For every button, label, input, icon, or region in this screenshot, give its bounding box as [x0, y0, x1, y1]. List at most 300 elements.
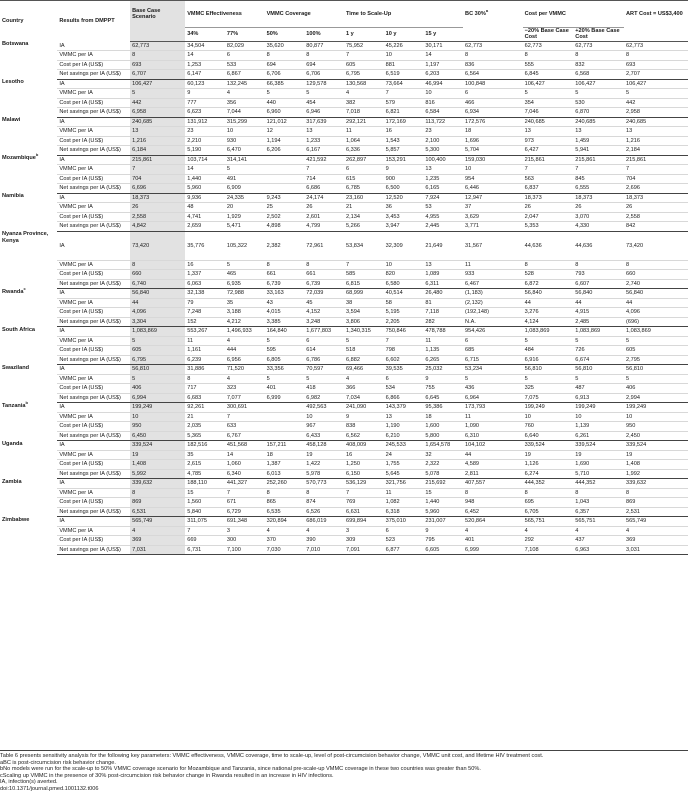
table-cell: 2,795 — [624, 355, 688, 365]
header-sub: 1 y — [344, 28, 384, 42]
table-cell: 5,800 — [423, 431, 463, 441]
table-cell: 401 — [265, 384, 305, 394]
table-cell: 13 — [423, 260, 463, 270]
table-cell: 6,013 — [265, 469, 305, 479]
table-cell: 172,576 — [465, 118, 486, 125]
table-cell: 339,524 — [130, 441, 185, 451]
table-cell: 5 — [463, 374, 523, 384]
table-cell: 1,755 — [384, 460, 424, 470]
row-label: Cost per IA (US$) — [57, 98, 130, 108]
table-cell: 9,243 — [266, 194, 281, 201]
header-sub: 15 y — [423, 28, 463, 42]
table-cell: 694 — [304, 60, 344, 70]
table-cell: 6,686 — [304, 184, 344, 194]
table-cell: 693 — [130, 60, 185, 70]
table-cell: 7 — [344, 260, 384, 270]
table-cell: 1,929 — [225, 212, 265, 222]
table-cell: 21 — [344, 203, 384, 213]
table-cell: 26 — [130, 203, 185, 213]
table-cell: 440 — [265, 98, 305, 108]
table-cell: 14 — [185, 51, 225, 61]
table-cell: 7,031 — [130, 545, 185, 555]
table-cell: 60,123 — [187, 80, 205, 87]
table-cell: 1,126 — [523, 460, 574, 470]
table-cell: 6,580 — [384, 279, 424, 289]
table-cell: 44,636 — [524, 242, 542, 249]
country-name: Nyanza Province, Kenya — [2, 231, 49, 244]
table-cell: 32,309 — [385, 242, 403, 249]
table-cell: 5,992 — [130, 469, 185, 479]
table-cell: 25 — [265, 203, 305, 213]
table-cell: 6,872 — [523, 279, 574, 289]
table-cell: 6,357 — [573, 507, 624, 517]
table-cell: 2,615 — [185, 460, 225, 470]
table-cell: 5 — [130, 89, 185, 99]
table-cell: 465 — [225, 270, 265, 280]
row-label: VMMC per IA — [57, 336, 130, 346]
table-cell: 339,632 — [625, 480, 647, 487]
table-row — [0, 212, 688, 222]
table-cell: 3 — [344, 526, 384, 536]
row-label: Cost per IA (US$) — [57, 60, 130, 70]
table-cell: 1,083,869 — [130, 327, 185, 337]
table-cell: 1,139 — [573, 422, 624, 432]
row-label: Net savings per IA (US$) — [57, 431, 130, 441]
country-name: Rwanda$^c$ — [2, 285, 26, 295]
table-cell: 536,129 — [345, 480, 367, 487]
table-cell: 401 — [463, 536, 523, 546]
table-cell: 6,696 — [130, 184, 185, 194]
table-cell — [265, 412, 305, 422]
table-cell: 5 — [225, 165, 265, 175]
table-cell: 44 — [130, 298, 185, 308]
table-cell: 68,999 — [345, 290, 364, 297]
table-cell: 869 — [624, 498, 688, 508]
table-cell: 437 — [573, 536, 624, 546]
table-cell: 1,089 — [423, 270, 463, 280]
table-cell — [265, 403, 305, 413]
row-label: VMMC per IA — [57, 450, 130, 460]
table-cell: 8 — [265, 260, 305, 270]
table-cell: 8 — [304, 488, 344, 498]
header-sub: 50% — [265, 28, 305, 42]
table-cell: 56,810 — [524, 366, 542, 373]
table-cell: 6,063 — [185, 279, 225, 289]
table-cell: 900 — [384, 174, 424, 184]
table-cell: 444,352 — [575, 480, 596, 487]
table-cell: 7 — [573, 165, 624, 175]
table-cell: 671 — [225, 498, 265, 508]
table-cell: 40,514 — [385, 290, 403, 297]
table-cell: 8 — [130, 260, 185, 270]
table-cell: 4,096 — [130, 308, 185, 318]
table-cell: 1,216 — [130, 136, 185, 146]
table-cell: 21,649 — [425, 242, 443, 249]
table-cell: 132,245 — [226, 80, 248, 87]
table-cell: 6,555 — [573, 184, 624, 194]
table-cell: 8 — [624, 260, 688, 270]
table-row — [0, 146, 688, 156]
table-cell: 72,988 — [226, 290, 244, 297]
table-cell: 7,034 — [344, 393, 384, 403]
table-cell: 35,776 — [187, 242, 205, 249]
table-cell: 760 — [523, 422, 574, 432]
table-cell: 32 — [423, 450, 463, 460]
table-cell: 300,691 — [226, 404, 248, 411]
table-cell: 869 — [130, 498, 185, 508]
table-cell: 3,248 — [304, 317, 344, 327]
table-cell: 56,810 — [625, 366, 644, 373]
table-cell: 3,304 — [130, 317, 185, 327]
table-cell: 10 — [523, 412, 574, 422]
table-cell: 6,821 — [384, 108, 424, 118]
table-cell: 9,936 — [187, 194, 202, 201]
table-cell: 53,234 — [465, 366, 483, 373]
table-cell: 10 — [624, 412, 688, 422]
table-cell: 33,356 — [266, 366, 284, 373]
table-row — [0, 422, 688, 432]
table-cell: 865 — [265, 498, 305, 508]
table-cell: 6,568 — [573, 70, 624, 80]
table-cell: 6,705 — [523, 507, 574, 517]
table-row — [0, 308, 688, 318]
table-cell: 492,563 — [306, 404, 327, 411]
row-label: Cost per IA (US$) — [57, 422, 130, 432]
table-cell: 5 — [304, 89, 344, 99]
table-cell: 37 — [463, 203, 523, 213]
table-cell: 231,007 — [425, 518, 446, 525]
table-cell: 182,516 — [187, 442, 208, 449]
table-cell: 5 — [523, 374, 574, 384]
table-cell: 6,427 — [523, 146, 574, 156]
table-cell: 39,535 — [385, 366, 403, 373]
table-cell: 8 — [523, 488, 574, 498]
table-cell: 199,249 — [575, 404, 596, 411]
table-cell — [265, 184, 305, 194]
row-label: Net savings per IA (US$) — [57, 184, 130, 194]
table-cell: 7 — [225, 412, 265, 422]
table-cell: 62,773 — [130, 41, 185, 51]
table-cell: 10 — [384, 51, 424, 61]
table-cell: 4,212 — [225, 317, 265, 327]
table-cell: 458,128 — [306, 442, 327, 449]
table-cell: 92,261 — [187, 404, 205, 411]
table-cell: 7,044 — [225, 108, 265, 118]
table-cell: 1,043 — [573, 498, 624, 508]
table-cell: 315,299 — [226, 118, 248, 125]
table-cell: 2,322 — [423, 460, 463, 470]
table-cell: 6,707 — [130, 70, 185, 80]
table-cell: 6,261 — [573, 431, 624, 441]
table-cell: 454 — [304, 98, 344, 108]
row-label: IA — [59, 42, 65, 49]
table-cell: 4 — [573, 526, 624, 536]
table-cell: 4,785 — [185, 469, 225, 479]
table-cell: 2,450 — [624, 431, 688, 441]
table-cell: 6,150 — [344, 469, 384, 479]
table-cell: 2,958 — [624, 108, 688, 118]
table-cell: 2,445 — [423, 222, 463, 232]
table-cell: 7,046 — [523, 108, 574, 118]
table-cell: 56,840 — [625, 290, 644, 297]
table-cell: 4,842 — [130, 222, 185, 232]
row-label: Cost per IA (US$) — [57, 136, 130, 146]
table-cell: 375,010 — [385, 518, 406, 525]
table-cell: 369 — [624, 536, 688, 546]
table-cell: 2,994 — [624, 393, 688, 403]
table-cell: 7,077 — [225, 393, 265, 403]
table-cell: 693 — [624, 60, 688, 70]
table-cell: (192,148) — [463, 308, 523, 318]
table-cell: 1,090 — [463, 422, 523, 432]
table-cell: 240,685 — [524, 118, 545, 125]
table-cell: 7,010 — [304, 545, 344, 555]
table-row — [0, 336, 688, 346]
table-cell: 13 — [384, 412, 424, 422]
table-cell: 408,009 — [345, 442, 367, 449]
table-row — [0, 355, 688, 365]
table-cell: 11 — [344, 127, 384, 137]
row-label: Cost per IA (US$) — [57, 384, 130, 394]
table-cell: 6,916 — [523, 355, 574, 365]
table-cell: 3,385 — [265, 317, 305, 327]
table-cell: 6,866 — [384, 393, 424, 403]
table-cell: 661 — [265, 270, 305, 280]
table-cell: 56,840 — [575, 290, 593, 297]
table-cell: 3,806 — [344, 317, 384, 327]
table-cell: 523 — [384, 536, 424, 546]
country-name: Zambia — [2, 478, 22, 485]
table-cell: 339,524 — [625, 442, 647, 449]
row-label: IA — [59, 328, 65, 335]
table-cell: 8 — [304, 260, 344, 270]
table-cell: 19 — [624, 450, 688, 460]
table-cell: 6,584 — [423, 108, 463, 118]
table-cell: 16 — [384, 127, 424, 137]
table-cell: 143,379 — [385, 404, 406, 411]
table-cell: 53,834 — [345, 242, 364, 249]
table-cell: 24 — [384, 450, 424, 460]
table-cell: 9 — [344, 412, 384, 422]
table-cell: 18,373 — [575, 194, 593, 201]
table-cell: 1,190 — [384, 422, 424, 432]
table-cell: 356 — [225, 98, 265, 108]
table-cell: 25,032 — [425, 366, 443, 373]
row-label: IA — [59, 404, 65, 411]
table-cell: 4,915 — [573, 308, 624, 318]
table-cell: 2,696 — [624, 184, 688, 194]
table-row — [0, 79, 688, 89]
table-cell: 555 — [523, 60, 574, 70]
table-cell: 6,785 — [344, 184, 384, 194]
table-cell: 520,864 — [465, 518, 486, 525]
table-cell: 793 — [573, 270, 624, 280]
row-label: Cost per IA (US$) — [57, 212, 130, 222]
table-cell: 5 — [265, 89, 305, 99]
table-cell — [265, 174, 305, 184]
table-cell: 309 — [344, 536, 384, 546]
table-row — [0, 460, 688, 470]
table-cell: 6,526 — [304, 507, 344, 517]
table-cell: 1,677,803 — [306, 328, 332, 335]
table-cell: 13 — [573, 127, 624, 137]
table-cell: 71,520 — [226, 366, 244, 373]
table-cell: 73,664 — [385, 80, 403, 87]
table-cell: 1,083,869 — [524, 328, 550, 335]
country-name: Tanzania$^b$ — [2, 399, 28, 409]
table-cell: 325 — [523, 384, 574, 394]
table-cell: 6,519 — [384, 70, 424, 80]
table-cell: 56,810 — [130, 365, 185, 375]
table-cell: 3,070 — [573, 212, 624, 222]
table-cell: 1,340,315 — [345, 328, 371, 335]
table-cell: 8 — [304, 51, 344, 61]
row-label: Net savings per IA (US$) — [57, 317, 130, 327]
table-cell: 4 — [304, 526, 344, 536]
table-cell: 3,594 — [344, 308, 384, 318]
table-cell: 58 — [384, 298, 424, 308]
table-cell: 370 — [265, 536, 305, 546]
table-cell: 6,909 — [225, 184, 265, 194]
table-cell: 23 — [423, 127, 463, 137]
table-cell: 704 — [624, 174, 688, 184]
table-cell: 1,422 — [304, 460, 344, 470]
table-cell: 695 — [523, 498, 574, 508]
table-cell: 19 — [573, 450, 624, 460]
table-cell: 30,171 — [425, 42, 443, 49]
table-cell: 5,353 — [523, 222, 574, 232]
table-cell: 7,091 — [344, 545, 384, 555]
table-cell: 406 — [624, 384, 688, 394]
table-cell: 11 — [423, 336, 463, 346]
row-label: Net savings per IA (US$) — [57, 393, 130, 403]
table-cell: 2,184 — [624, 146, 688, 156]
table-cell: 23,160 — [345, 194, 364, 201]
table-cell: 5,710 — [573, 469, 624, 479]
table-cell: 4 — [463, 526, 523, 536]
table-cell: 5,471 — [225, 222, 265, 232]
table-cell: 5,978 — [304, 469, 344, 479]
table-cell: 816 — [423, 98, 463, 108]
table-cell: 704 — [130, 174, 185, 184]
table-cell: 7 — [384, 89, 424, 99]
table-cell: 717 — [185, 384, 225, 394]
table-cell: 4,152 — [304, 308, 344, 318]
table-cell: 7,118 — [423, 308, 463, 318]
table-cell: 8 — [573, 488, 624, 498]
row-label: IA — [59, 156, 65, 163]
table-cell: 5 — [523, 89, 574, 99]
table-cell: 262,897 — [345, 156, 367, 163]
table-cell: 3,188 — [225, 308, 265, 318]
table-cell: 131,912 — [187, 118, 208, 125]
table-cell: 215,861 — [524, 156, 545, 163]
table-row — [0, 545, 688, 555]
header-base-sub — [130, 28, 185, 42]
table-cell: 442 — [130, 98, 185, 108]
table-cell: 16 — [185, 260, 225, 270]
row-label: IA — [59, 442, 65, 449]
header-sub: 10 y — [384, 28, 424, 42]
table-cell: 451,568 — [226, 442, 248, 449]
table-cell: 714 — [304, 174, 344, 184]
table-cell: 1,135 — [423, 346, 463, 356]
table-cell: 1,253 — [185, 60, 225, 70]
table-cell: 5 — [225, 260, 265, 270]
table-cell: 245,533 — [385, 442, 406, 449]
table-cell: 14 — [185, 165, 225, 175]
table-cell: 3,629 — [463, 212, 523, 222]
table-row — [0, 536, 688, 546]
table-row — [0, 279, 688, 289]
table-cell: 7 — [130, 165, 185, 175]
table-cell: 14 — [423, 51, 463, 61]
table-cell: 13 — [523, 127, 574, 137]
table-cell: 5,941 — [573, 146, 624, 156]
table-cell: 777 — [185, 98, 225, 108]
table-cell: 579 — [384, 98, 424, 108]
table-cell: 1,060 — [225, 460, 265, 470]
table-cell: 8 — [265, 488, 305, 498]
table-cell: 1,197 — [423, 60, 463, 70]
table-cell: 6,645 — [423, 393, 463, 403]
table-cell: 215,692 — [425, 480, 446, 487]
table-cell: 36 — [384, 203, 424, 213]
table-cell: 81 — [423, 298, 463, 308]
country-name: Malawi — [2, 117, 21, 124]
header-sub: 34% — [185, 28, 225, 42]
table-cell: 56,840 — [524, 290, 542, 297]
table-cell: 7,100 — [225, 545, 265, 555]
table-cell: 2,601 — [304, 212, 344, 222]
country-name: Botswana — [2, 41, 29, 48]
table-row — [0, 60, 688, 70]
table-cell: 5,365 — [185, 431, 225, 441]
table-cell: 530 — [573, 98, 624, 108]
table-cell: 10 — [423, 89, 463, 99]
table-cell: 11 — [463, 412, 523, 422]
table-cell: 317,639 — [306, 118, 327, 125]
table-cell: 6 — [384, 526, 424, 536]
table-row — [0, 479, 688, 489]
header-time: Time to Scale-Up — [344, 1, 463, 28]
table-cell: 6,946 — [304, 108, 344, 118]
table-cell: 660 — [130, 270, 185, 280]
header-sub: 100% — [304, 28, 344, 42]
header-sub: −20% Base Case Cost — [523, 28, 574, 42]
table-row — [0, 441, 688, 451]
table-cell: 95,386 — [425, 404, 443, 411]
table-cell: 6,165 — [423, 184, 463, 194]
table-cell: 3 — [225, 526, 265, 536]
table-row — [0, 165, 688, 175]
table-cell: 1,696 — [463, 136, 523, 146]
row-label: Net savings per IA (US$) — [57, 279, 130, 289]
table-cell: 32,138 — [187, 290, 205, 297]
table-cell: 6 — [304, 336, 344, 346]
table-cell: 106,427 — [625, 80, 647, 87]
row-label: IA — [59, 194, 65, 201]
header-sub: +20% Base Case Cost — [573, 28, 624, 42]
row-label: Net savings per IA (US$) — [57, 222, 130, 232]
table-cell: 1,083,869 — [625, 328, 651, 335]
table-cell: 7 — [523, 165, 574, 175]
table-cell: (1,183) — [465, 290, 483, 297]
table-row — [0, 327, 688, 337]
table-cell: 7 — [344, 488, 384, 498]
table-cell: 9 — [423, 526, 463, 536]
table-cell: 874 — [304, 498, 344, 508]
